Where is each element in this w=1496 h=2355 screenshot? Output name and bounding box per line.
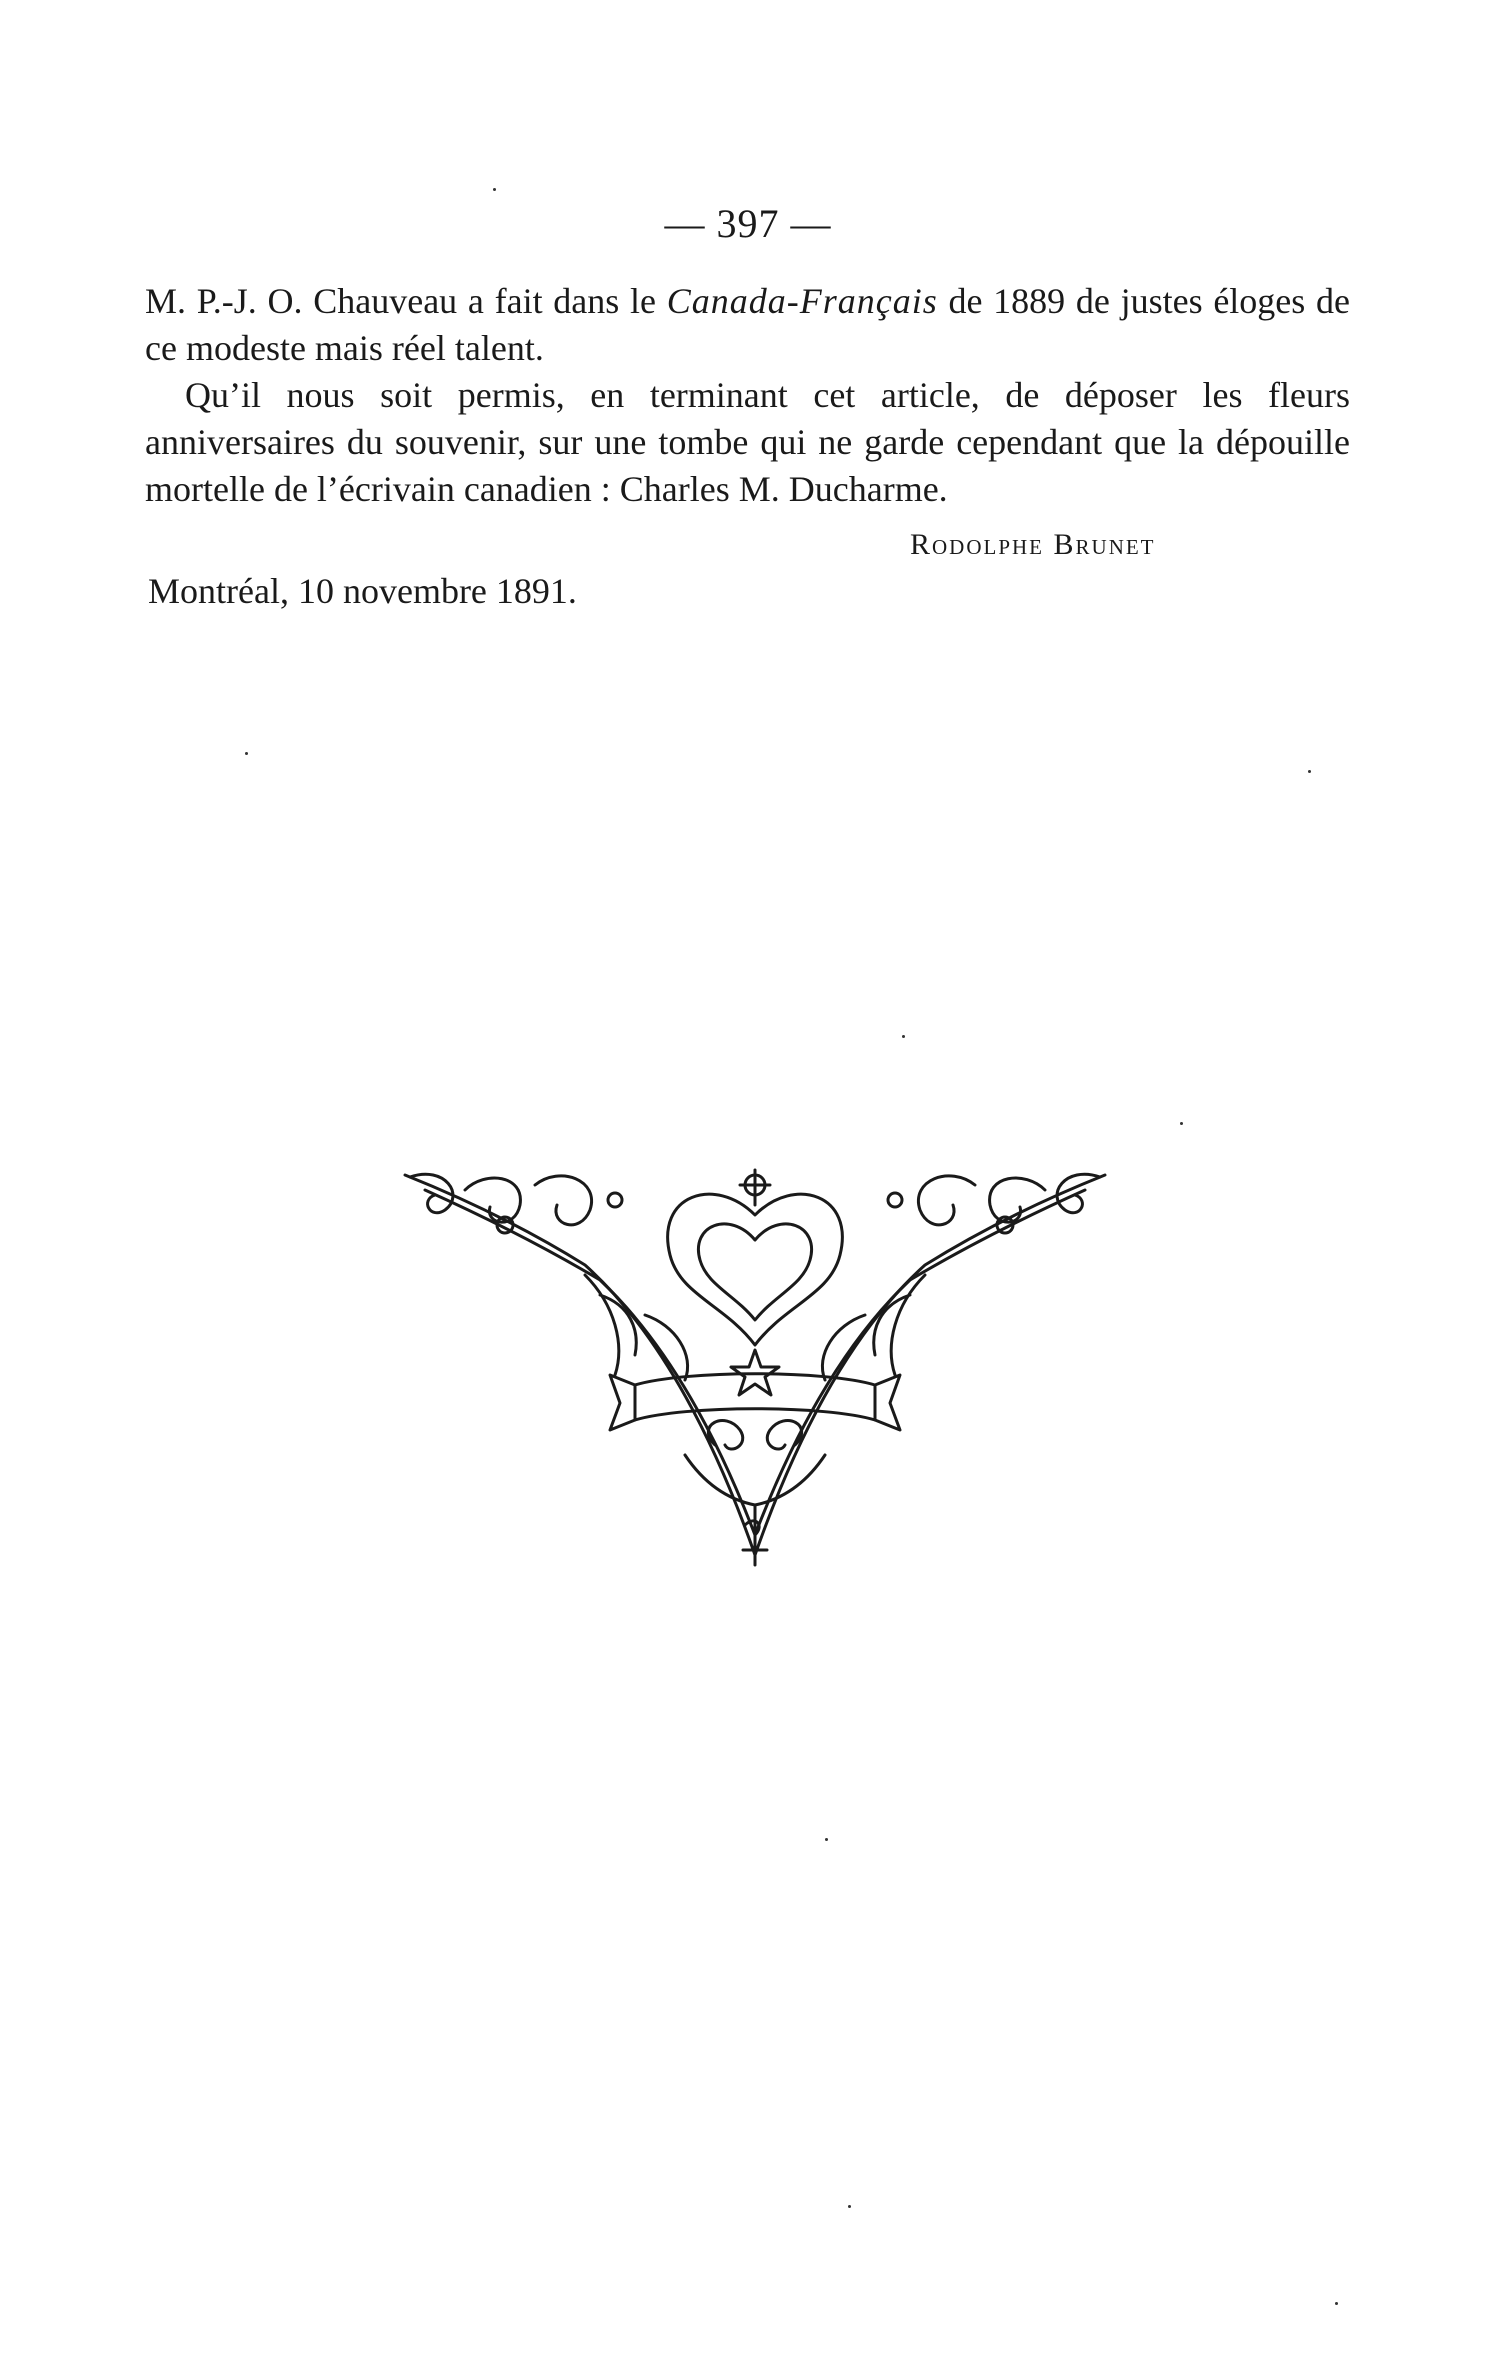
print-speck — [245, 752, 248, 755]
print-speck — [848, 2205, 851, 2208]
paragraph-2: Qu’il nous soit permis, en terminant cet article, de déposer les fleurs anniversaires du souvenir, sur une tombe qui ne garde cependant que la dépouille mortelle de l’écrivain canadien : Charles M. Ducharme. — [145, 375, 1350, 509]
print-speck — [1308, 770, 1311, 773]
print-speck — [493, 188, 496, 191]
print-speck — [1180, 1122, 1183, 1125]
dateline: Montréal, 10 novembre 1891. — [148, 571, 577, 611]
publication-title: Canada-Français — [666, 281, 938, 321]
paragraph-1-text-b: de 1889 de justes éloges de ce modeste mais réel talent. — [145, 281, 1351, 368]
author-signature: Rodolphe Brunet — [910, 528, 1156, 561]
print-speck — [825, 1838, 828, 1841]
print-speck — [902, 1035, 905, 1038]
print-speck — [1335, 2302, 1338, 2305]
article-body — [145, 278, 1350, 513]
paragraph-1 — [145, 278, 1350, 372]
page-number: — 397 — — [664, 201, 832, 246]
paragraph-1-text-a: M. P.-J. O. Chauveau a fait dans le — [145, 281, 667, 321]
ornament-tailpiece — [385, 1155, 1125, 1575]
